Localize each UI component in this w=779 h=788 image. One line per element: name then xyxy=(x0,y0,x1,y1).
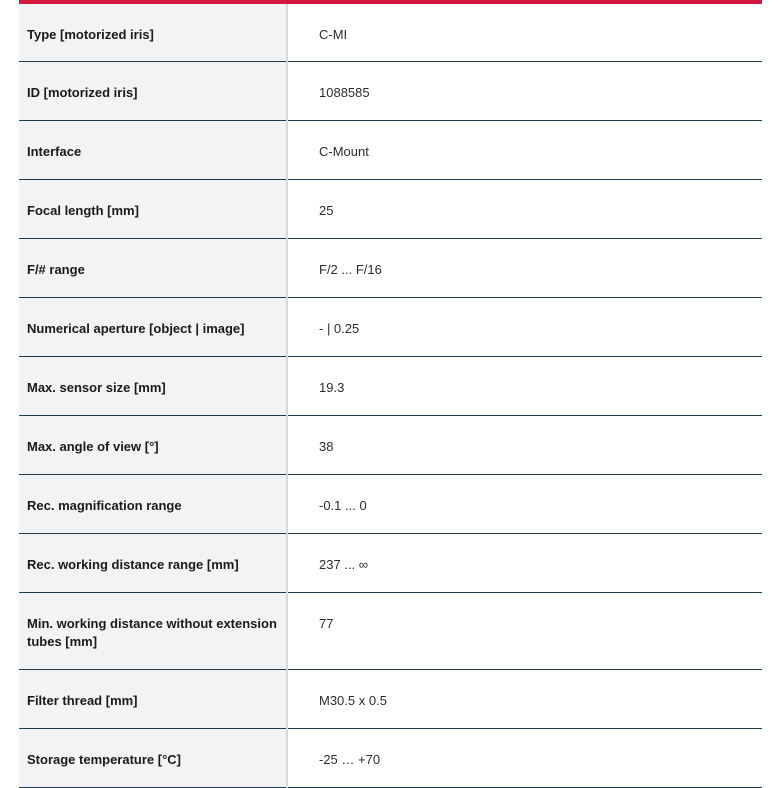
table-row xyxy=(19,728,762,787)
row-value-f-range: F/2 ... F/16 xyxy=(287,238,762,297)
row-label-angle-of-view: Max. angle of view [°] xyxy=(19,415,287,474)
row-value-filter-thread: M30.5 x 0.5 xyxy=(287,669,762,728)
row-label-working-distance-range: Rec. working distance range [mm] xyxy=(19,533,287,592)
row-value-type: C-MI xyxy=(287,2,762,61)
row-value-min-working-distance: 77 xyxy=(287,592,762,669)
table-row xyxy=(19,356,762,415)
table-row xyxy=(19,2,762,61)
table-row xyxy=(19,669,762,728)
row-label-filter-thread: Filter thread [mm] xyxy=(19,669,287,728)
row-value-interface: C-Mount xyxy=(287,120,762,179)
table-row xyxy=(19,474,762,533)
row-label-interface: Interface xyxy=(19,120,287,179)
row-label-f-range: F/# range xyxy=(19,238,287,297)
row-label-storage-temperature: Storage temperature [°C] xyxy=(19,728,287,787)
table-row xyxy=(19,415,762,474)
row-value-focal-length: 25 xyxy=(287,179,762,238)
row-value-numerical-aperture: - | 0.25 xyxy=(287,297,762,356)
row-label-magnification-range: Rec. magnification range xyxy=(19,474,287,533)
spec-table xyxy=(19,0,762,788)
table-row xyxy=(19,179,762,238)
row-value-id: 1088585 xyxy=(287,61,762,120)
row-label-focal-length: Focal length [mm] xyxy=(19,179,287,238)
row-label-id: ID [motorized iris] xyxy=(19,61,287,120)
row-value-magnification-range: -0.1 ... 0 xyxy=(287,474,762,533)
row-label-sensor-size: Max. sensor size [mm] xyxy=(19,356,287,415)
table-row xyxy=(19,533,762,592)
row-label-numerical-aperture: Numerical aperture [object | image] xyxy=(19,297,287,356)
table-row xyxy=(19,297,762,356)
table-row xyxy=(19,61,762,120)
table-row xyxy=(19,592,762,669)
row-value-sensor-size: 19.3 xyxy=(287,356,762,415)
table-row xyxy=(19,120,762,179)
table-row xyxy=(19,238,762,297)
row-label-min-working-distance: Min. working distance without extension tubes [mm] xyxy=(19,592,287,669)
row-value-angle-of-view: 38 xyxy=(287,415,762,474)
row-value-storage-temperature: -25 … +70 xyxy=(287,728,762,787)
row-label-type: Type [motorized iris] xyxy=(19,2,287,61)
row-value-working-distance-range: 237 ... ∞ xyxy=(287,533,762,592)
